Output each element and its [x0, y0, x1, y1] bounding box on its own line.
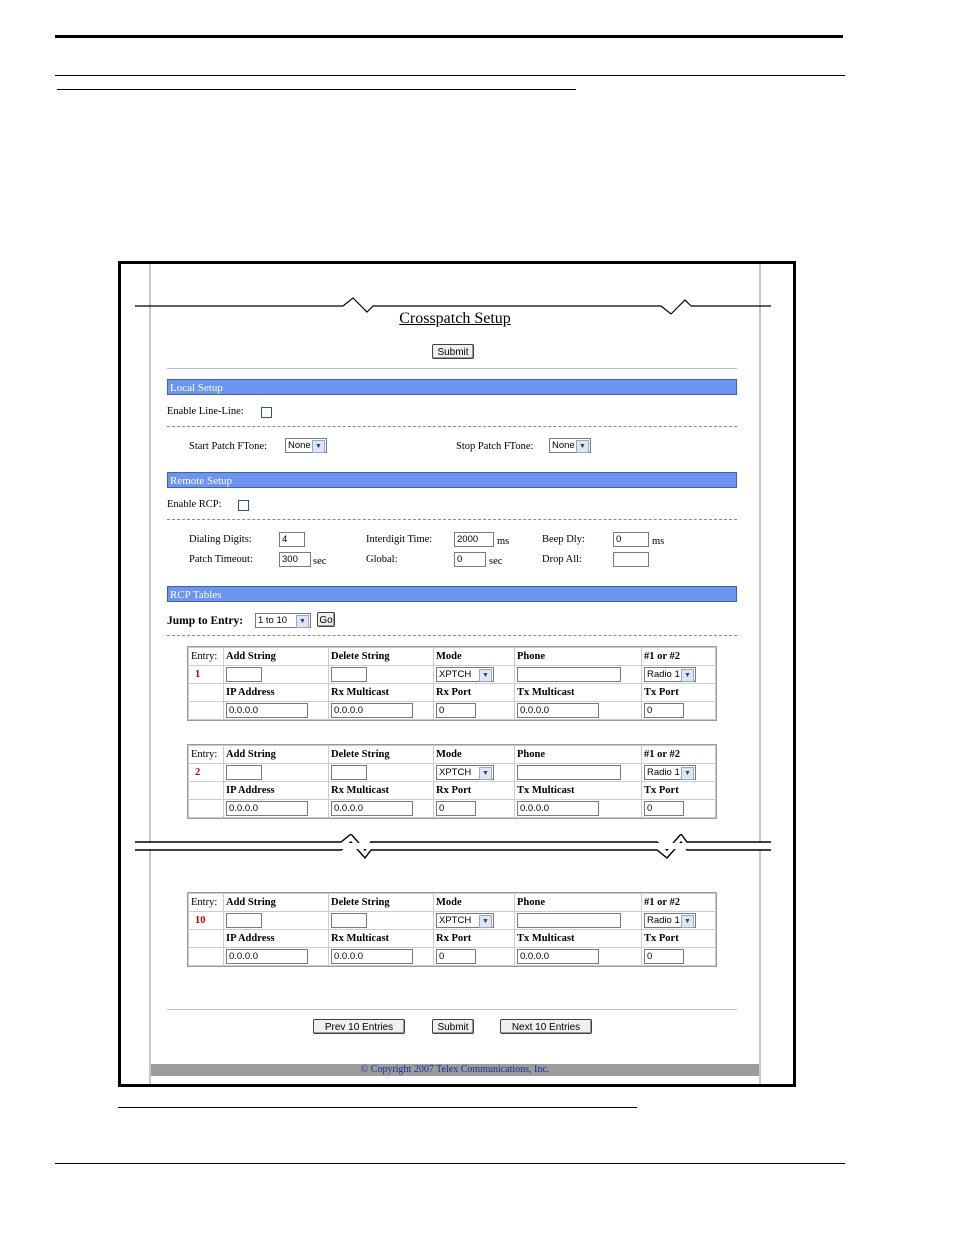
phone-input[interactable]	[517, 913, 621, 928]
rcp-tables-header: RCP Tables	[167, 586, 737, 602]
column-header: Add String	[224, 746, 328, 763]
empty-cell	[189, 800, 223, 817]
column-header: Entry:	[189, 894, 223, 911]
ip-address-input[interactable]: 0.0.0.0	[226, 703, 308, 718]
column-header: Mode	[434, 648, 514, 665]
radio-select[interactable]	[644, 667, 696, 682]
remote-divider	[167, 519, 737, 520]
chevron-down-icon: ▼	[479, 767, 492, 780]
chevron-down-icon: ▼	[681, 669, 694, 682]
column-header: Rx Port	[434, 930, 514, 947]
entry-number: 2	[189, 764, 223, 781]
chevron-down-icon: ▼	[576, 440, 589, 453]
table-row	[189, 702, 715, 719]
column-header: Phone	[515, 648, 641, 665]
mode-select[interactable]	[436, 667, 494, 682]
global-label: Global:	[366, 554, 398, 565]
column-header: Tx Multicast	[515, 782, 641, 799]
add-string-input[interactable]	[226, 913, 262, 928]
table-row	[189, 684, 715, 701]
column-header: IP Address	[224, 684, 328, 701]
start-patch-label: Start Patch FTone:	[189, 441, 268, 452]
table-row	[189, 764, 715, 781]
rx-multicast-input[interactable]: 0.0.0.0	[331, 703, 413, 718]
stop-patch-value: None	[552, 440, 575, 451]
interdigit-label: Interdigit Time:	[366, 534, 433, 545]
column-header: Add String	[224, 894, 328, 911]
column-header: Entry:	[189, 746, 223, 763]
radio-select[interactable]	[644, 765, 696, 780]
add-string-input[interactable]	[226, 765, 262, 780]
entry-number: 10	[189, 912, 223, 929]
column-header: #1 or #2	[642, 746, 715, 763]
page-title: Crosspatch Setup	[399, 310, 511, 327]
add-string-input[interactable]	[226, 667, 262, 682]
table-row	[189, 782, 715, 799]
stop-patch-select[interactable]	[549, 438, 591, 453]
column-header: Rx Port	[434, 782, 514, 799]
mode-select-value: XPTCH	[439, 669, 472, 680]
rcp-entry-table	[187, 892, 717, 967]
column-header: #1 or #2	[642, 648, 715, 665]
column-header: Rx Multicast	[329, 684, 433, 701]
column-header: Phone	[515, 894, 641, 911]
column-header: Rx Multicast	[329, 782, 433, 799]
tx-port-input[interactable]: 0	[644, 703, 684, 718]
column-header: Mode	[434, 746, 514, 763]
top-break-mark	[121, 294, 793, 324]
copyright-footer: © Copyright 2007 Telex Communications, Inc.	[151, 1064, 759, 1076]
patch-timeout-input[interactable]: 300	[279, 552, 311, 567]
column-header: Mode	[434, 894, 514, 911]
delete-string-input[interactable]	[331, 667, 367, 682]
column-header: #1 or #2	[642, 894, 715, 911]
beep-dly-label: Beep Dly:	[542, 534, 585, 545]
column-header: Rx Port	[434, 684, 514, 701]
column-header: Rx Multicast	[329, 930, 433, 947]
entry-number: 1	[189, 666, 223, 683]
rcp-entry-table	[187, 744, 717, 819]
beep-dly-input[interactable]: 0	[613, 532, 649, 547]
column-header: Delete String	[329, 894, 433, 911]
go-button[interactable]: Go	[317, 612, 335, 627]
column-header: Phone	[515, 746, 641, 763]
rx-port-input[interactable]: 0	[436, 703, 476, 718]
submit-button-top[interactable]: Submit	[432, 344, 474, 359]
interdigit-input[interactable]: 2000	[454, 532, 494, 547]
enable-rcp-label: Enable RCP:	[167, 499, 222, 510]
patch-timeout-unit: sec	[313, 556, 327, 567]
ip-address-input[interactable]: 0.0.0.0	[226, 949, 308, 964]
rcp-divider	[167, 635, 737, 636]
column-header: Tx Multicast	[515, 930, 641, 947]
table-row	[189, 948, 715, 965]
remote-setup-header: Remote Setup	[167, 472, 737, 488]
drop-all-label: Drop All:	[542, 554, 582, 565]
table-row	[189, 648, 715, 665]
rx-multicast-input[interactable]: 0.0.0.0	[331, 949, 413, 964]
tx-multicast-input[interactable]: 0.0.0.0	[517, 949, 599, 964]
radio-select[interactable]	[644, 913, 696, 928]
mode-select[interactable]	[436, 913, 494, 928]
column-header: Tx Port	[642, 684, 715, 701]
caption-rule	[118, 1107, 637, 1108]
column-header: Tx Port	[642, 930, 715, 947]
radio-select-value: Radio 1	[647, 669, 680, 680]
start-patch-select[interactable]	[285, 438, 327, 453]
table-row	[189, 930, 715, 947]
empty-cell	[189, 684, 223, 701]
tx-port-input[interactable]: 0	[644, 949, 684, 964]
radio-select-value: Radio 1	[647, 767, 680, 778]
table-row	[189, 800, 715, 817]
delete-string-input[interactable]	[331, 765, 367, 780]
local-divider	[167, 426, 737, 427]
phone-input[interactable]	[517, 765, 621, 780]
patch-timeout-label: Patch Timeout:	[189, 554, 253, 565]
enable-rcp-checkbox[interactable]	[238, 500, 249, 511]
empty-cell	[189, 948, 223, 965]
beep-dly-unit: ms	[652, 536, 665, 547]
empty-cell	[189, 782, 223, 799]
chevron-down-icon: ▼	[681, 915, 694, 928]
mode-select-value: XPTCH	[439, 915, 472, 926]
tx-multicast-input[interactable]: 0.0.0.0	[517, 801, 599, 816]
jump-to-entry-select[interactable]	[255, 613, 311, 628]
empty-cell	[189, 702, 223, 719]
global-unit: sec	[489, 556, 503, 567]
drop-all-input[interactable]	[613, 552, 649, 567]
column-header: IP Address	[224, 782, 328, 799]
global-input[interactable]: 0	[454, 552, 486, 567]
start-patch-value: None	[288, 440, 311, 451]
ip-address-input[interactable]: 0.0.0.0	[226, 801, 308, 816]
rx-multicast-input[interactable]: 0.0.0.0	[331, 801, 413, 816]
top-thin-rule	[55, 75, 845, 76]
tx-multicast-input[interactable]: 0.0.0.0	[517, 703, 599, 718]
delete-string-input[interactable]	[331, 913, 367, 928]
screenshot-frame	[118, 261, 796, 1087]
rx-port-input[interactable]: 0	[436, 801, 476, 816]
table-row	[189, 912, 715, 929]
bottom-divider	[167, 1009, 737, 1010]
table-row	[189, 746, 715, 763]
column-header: Delete String	[329, 746, 433, 763]
web-page	[149, 264, 761, 1084]
table-row	[189, 894, 715, 911]
mode-select[interactable]	[436, 765, 494, 780]
column-header: Tx Port	[642, 782, 715, 799]
next-entries-button[interactable]: Next 10 Entries	[500, 1019, 592, 1034]
radio-select-value: Radio 1	[647, 915, 680, 926]
rx-port-input[interactable]: 0	[436, 949, 476, 964]
rcp-entry-table	[187, 646, 717, 721]
dialing-digits-label: Dialing Digits:	[189, 534, 252, 545]
chevron-down-icon: ▼	[296, 615, 309, 628]
empty-cell	[189, 930, 223, 947]
chevron-down-icon: ▼	[479, 669, 492, 682]
table-row	[189, 666, 715, 683]
column-header: Delete String	[329, 648, 433, 665]
column-header: Entry:	[189, 648, 223, 665]
chevron-down-icon: ▼	[681, 767, 694, 780]
title-divider	[167, 368, 737, 369]
local-setup-header: Local Setup	[167, 379, 737, 395]
header-underline	[57, 89, 576, 90]
enable-line-line-checkbox[interactable]	[261, 407, 272, 418]
chevron-down-icon: ▼	[312, 440, 325, 453]
prev-entries-button[interactable]: Prev 10 Entries	[313, 1019, 405, 1034]
chevron-down-icon: ▼	[479, 915, 492, 928]
jump-to-entry-value: 1 to 10	[258, 615, 288, 626]
column-header: Tx Multicast	[515, 684, 641, 701]
enable-line-line-label: Enable Line-Line:	[167, 406, 244, 417]
phone-input[interactable]	[517, 667, 621, 682]
column-header: IP Address	[224, 930, 328, 947]
jump-to-entry-label: Jump to Entry:	[167, 615, 244, 627]
interdigit-unit: ms	[497, 536, 510, 547]
dialing-digits-input[interactable]: 4	[279, 532, 305, 547]
column-header: Add String	[224, 648, 328, 665]
mode-select-value: XPTCH	[439, 767, 472, 778]
stop-patch-label: Stop Patch FTone:	[456, 441, 534, 452]
middle-break-mark	[121, 834, 793, 864]
top-thick-rule	[55, 35, 843, 38]
tx-port-input[interactable]: 0	[644, 801, 684, 816]
submit-button-bottom[interactable]: Submit	[432, 1019, 474, 1034]
bottom-rule	[55, 1163, 845, 1164]
